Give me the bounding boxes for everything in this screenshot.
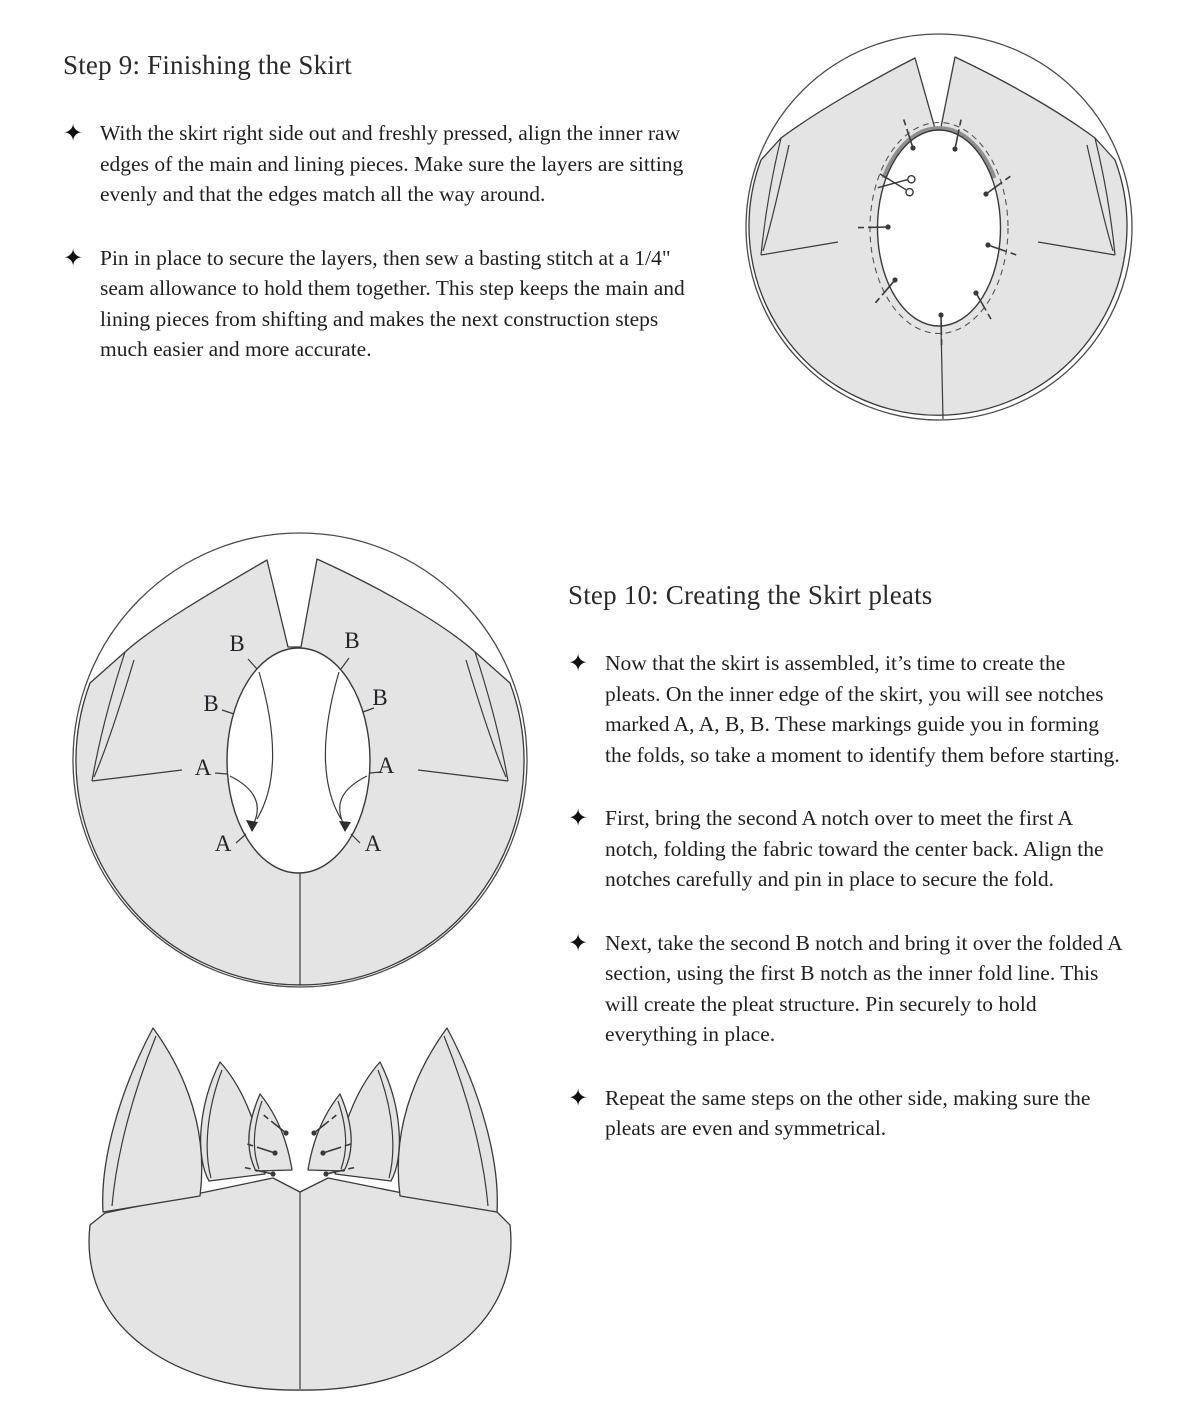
star-bullet-icon: ✦ <box>568 804 589 832</box>
star-bullet-icon: ✦ <box>63 119 84 147</box>
waist-opening <box>878 130 1001 326</box>
step10-bullet-list <box>568 648 1136 1144</box>
notch-label-a-left: A <box>194 755 212 780</box>
notch-label-b-left: B <box>203 691 219 716</box>
step9-heading: Step 9: Finishing the Skirt <box>63 50 352 80</box>
waist-opening <box>227 648 370 873</box>
step9-bullet-1 <box>63 118 708 210</box>
step9-bullet-2-text: Pin in place to secure the layers, then sew a basting stitch at a 1/4" seam allowance to hold them together. This step keeps the main and lining pieces from shifting and makes the next construction steps much easier and more accurate. <box>100 245 685 361</box>
step10-bullet-4 <box>568 1083 1136 1144</box>
notch-label-a-right-low: A <box>364 831 382 856</box>
step10-heading: Step 10: Creating the Skirt pleats <box>568 580 933 610</box>
notch-label-b-right-top: B <box>344 628 360 653</box>
step10-bullet-3-text: Next, take the second B notch and bring it over the folded A section, using the first B notch as the inner fold line. This will create the pleat structure. Pin securely to hold everything in place. <box>605 930 1122 1046</box>
figure-pleated-skirt <box>60 1000 540 1426</box>
step10-bullet-1 <box>568 648 1136 770</box>
step10-bullet-4-text: Repeat the same steps on the other side, making sure the pleats are even and symmetrical. <box>605 1085 1091 1140</box>
figure-notched-skirt <box>60 520 540 1000</box>
step9-bullet-list <box>63 118 708 365</box>
figure-basted-skirt <box>728 20 1188 440</box>
step9-bullet-1-text: With the skirt right side out and freshly pressed, align the inner raw edges of the main and lining pieces. Make sure the layers are sitting evenly and that the edges match all the way around. <box>100 121 684 206</box>
step10-bullet-2-text: First, bring the second A notch over to meet the first A notch, folding the fabric toward the center back. Align the notches carefully and pin in place to secure the fold. <box>605 806 1104 891</box>
basted-skirt-illustration <box>728 20 1188 440</box>
step9-section <box>63 48 708 398</box>
star-bullet-icon: ✦ <box>568 1083 589 1112</box>
notch-label-a-left-low: A <box>214 831 232 856</box>
notch-label-a-right: A <box>377 753 395 778</box>
star-bullet-icon: ✦ <box>63 243 84 272</box>
step9-bullet-2 <box>63 243 708 365</box>
notched-skirt-illustration <box>60 520 540 1000</box>
pleated-skirt-illustration <box>60 1000 540 1426</box>
step10-section <box>568 578 1136 1177</box>
step10-bullet-3 <box>568 928 1136 1050</box>
step10-bullet-2 <box>568 803 1136 895</box>
star-bullet-icon: ✦ <box>568 649 589 677</box>
star-bullet-icon: ✦ <box>568 928 589 957</box>
step10-bullet-1-text: Now that the skirt is assembled, it’s time to create the pleats. On the inner edge of the skirt, you will see notches marked A, A, B, B. These markings guide you in forming the folds, so take a moment to identify them before starting. <box>605 651 1120 767</box>
notch-label-b-left-top: B <box>229 631 245 656</box>
notch-label-b-right: B <box>372 685 388 710</box>
